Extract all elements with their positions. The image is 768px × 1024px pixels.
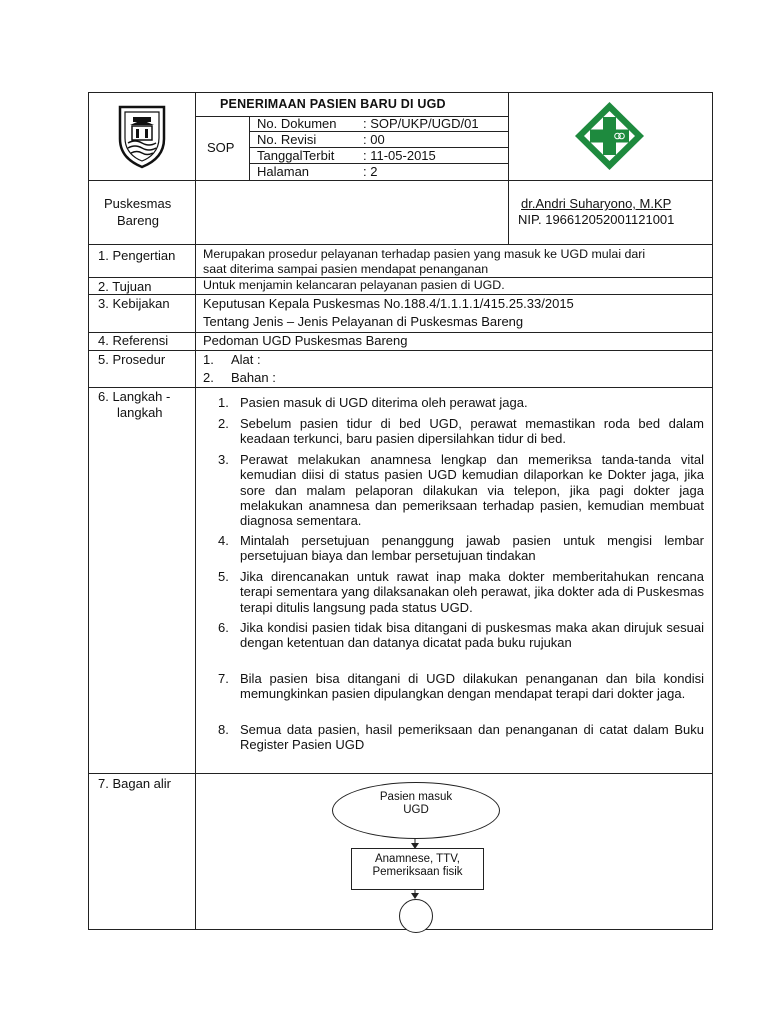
step-text: Sebelum pasien tidur di bed UGD, perawat memastikan roda bed dalam keadaan terkunci, baru pasien dipersilahkan tidur di bed. — [240, 416, 704, 447]
section-label-bagan-alir: 7. Bagan alir — [98, 776, 171, 791]
revision-value: : 00 — [363, 132, 385, 147]
pengertian-text-line1: Merupakan prosedur pelayanan terhadap pasien yang masuk ke UGD mulai dari — [203, 247, 646, 261]
page-value: : 2 — [363, 164, 378, 179]
section-label-prosedur: 5. Prosedur — [98, 352, 166, 367]
flowchart-process-node — [351, 848, 484, 890]
section-label-referensi: 4. Referensi — [98, 333, 169, 348]
step-number: 4. — [218, 533, 229, 548]
kebijakan-text-line2: Tentang Jenis – Jenis Pelayanan di Puskesmas Bareng — [203, 314, 524, 329]
sop-label: SOP — [207, 140, 235, 155]
step-number: 5. — [218, 569, 229, 584]
doc-number-label: No. Dokumen — [257, 116, 337, 131]
doc-number-value: : SOP/UKP/UGD/01 — [363, 116, 479, 131]
start-node-line1: Pasien masuk — [379, 791, 453, 803]
prosedur-item-text: Alat : — [231, 352, 261, 367]
page-title: PENERIMAAN PASIEN BARU DI UGD — [220, 97, 446, 111]
prosedur-item-num: 2. — [203, 370, 214, 385]
step-number: 6. — [218, 620, 229, 635]
section-label-langkah-line2: langkah — [117, 405, 163, 420]
step-text: Jika kondisi pasien tidak bisa ditangani di puskesmas maka akan dirujuk sesuai dengan ketentuan dan datanya dicatat pada buku rujukan — [240, 620, 704, 651]
pengertian-text-line2: saat diterima sampai pasien mendapat penanganan — [203, 262, 489, 276]
page-label: Halaman — [257, 164, 310, 179]
revision-label: No. Revisi — [257, 132, 317, 147]
issue-date-value: : 11-05-2015 — [363, 148, 436, 163]
prosedur-item-num: 1. — [203, 352, 214, 367]
section-label-langkah: 6. Langkah - — [98, 389, 171, 404]
prosedur-item-text: Bahan : — [231, 370, 276, 385]
step-text: Mintalah persetujuan penanggung jawab pasien untuk mengisi lembar persetujuan biaya dan lembar persetujuan tindakan — [240, 533, 704, 564]
step-number: 2. — [218, 416, 229, 431]
step-text: Perawat melakukan anamnesa lengkap dan memeriksa tanda-tanda vital kemudian diisi di status pasien UGD kemudian dilaporkan ke Dokter jaga, jika sore dan malam pelaporan dilakukan via telepon, jika pagi dokter jaga melakukan anamnesa dan pemeriksaan terhadap pasien, kemudian membuat diagnosa sementara. — [240, 452, 704, 529]
section-label-kebijakan: 3. Kebijakan — [98, 296, 170, 311]
step-number: 1. — [218, 395, 229, 410]
signatory-name: dr.Andri Suharyono, M.KP — [521, 196, 672, 211]
step-text: Jika direncanakan untuk rawat inap maka dokter memberitahukan rencana terapi sementara yang dilaksanakan oleh perawat, jika dokter ada di Puskesmas terapi ditulis langsung pada status UGD. — [240, 569, 704, 615]
org-name-line1: Puskesmas — [104, 196, 172, 211]
step-text: Bila pasien bisa ditangani di UGD dilakukan penanganan dan bila kondisi memungkinkan pasien dipulangkan dengan mendapat terapi dari dokter jaga. — [240, 671, 704, 702]
step-number: 7. — [218, 671, 229, 686]
flowchart-connector-circle — [399, 899, 433, 933]
start-node-line2: UGD — [403, 804, 429, 816]
signatory-nip: NIP. 196612052001121001 — [518, 212, 675, 227]
tujuan-text: Untuk menjamin kelancaran pelayanan pasien di UGD. — [203, 278, 505, 292]
org-name-line2: Bareng — [117, 213, 159, 228]
kebijakan-text-line1: Keputusan Kepala Puskesmas No.188.4/1.1.1.1/415.25.33/2015 — [203, 296, 574, 311]
step-text: Pasien masuk di UGD diterima oleh perawat jaga. — [240, 395, 528, 410]
section-label-tujuan: 2. Tujuan — [98, 279, 152, 294]
step-text: Semua data pasien, hasil pemeriksaan dan penanganan di catat dalam Buku Register Pasien UGD — [240, 722, 704, 753]
step-number: 3. — [218, 452, 229, 467]
flowchart-start-node — [332, 782, 500, 839]
referensi-text: Pedoman UGD Puskesmas Bareng — [203, 333, 408, 348]
step-number: 8. — [218, 722, 229, 737]
section-label-pengertian: 1. Pengertian — [98, 248, 176, 263]
process-node-line1: Anamnese, TTV, — [374, 853, 461, 865]
issue-date-label: TanggalTerbit — [257, 148, 335, 163]
process-node-line2: Pemeriksaan fisik — [372, 866, 463, 878]
